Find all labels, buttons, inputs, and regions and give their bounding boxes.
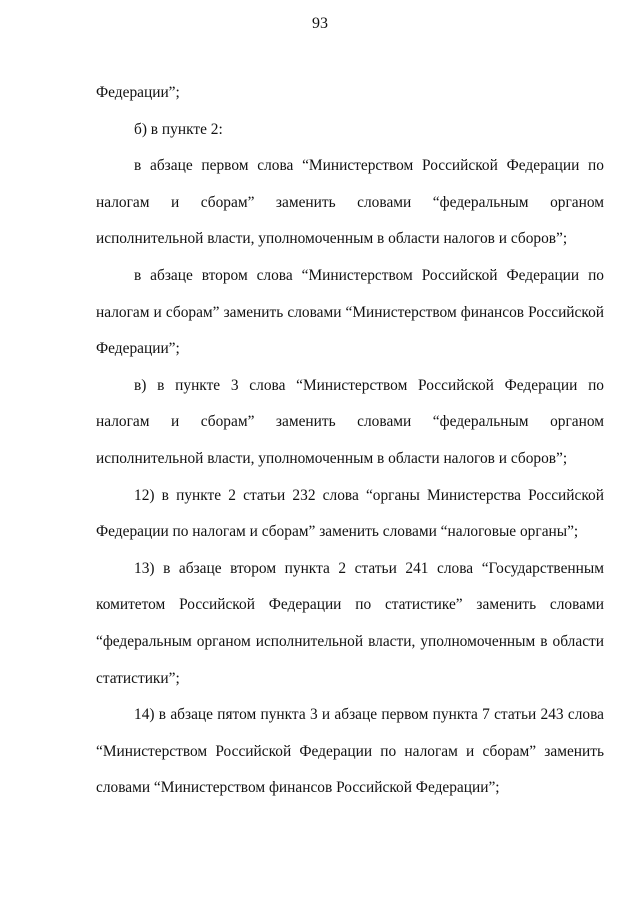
page-number: 93 [312,15,328,32]
paragraph: в) в пункте 3 слова “Министерством Российской Федерации по налогам и сборам” заменить словами “федеральным органом исполнительной власти, уполномоченным в области налогов и сборов”; [96,376,604,467]
paragraph: в абзаце первом слова “Министерством Российской Федерации по налогам и сборам” заменить словами “федеральным органом исполнительной власти, уполномоченным в области налогов и сборов”; [96,157,604,248]
paragraph: 12) в пункте 2 статьи 232 слова “органы Министерства Российской Федерации по налогам и сборам” заменить словами “налоговые органы”; [96,486,604,541]
paragraph: 14) в абзаце пятом пункта 3 и абзаце первом пункта 7 статьи 243 слова “Министерством Российской Федерации по налогам и сборам” заменить словами “Министерством финансов Российской Федерации”; [96,706,604,797]
paragraph: 13) в абзаце втором пункта 2 статьи 241 слова “Государственным комитетом Российской Федерации по статистике” заменить словами “федеральным органом исполнительной власти, уполномоченным в области статистики”; [96,559,604,687]
document-body [96,75,604,807]
paragraph: Федерации”; [96,84,180,101]
paragraph: в абзаце втором слова “Министерством Российской Федерации по налогам и сборам” заменить словами “Министерством финансов Российской Федерации”; [96,266,604,358]
paragraph: б) в пункте 2: [134,120,223,138]
